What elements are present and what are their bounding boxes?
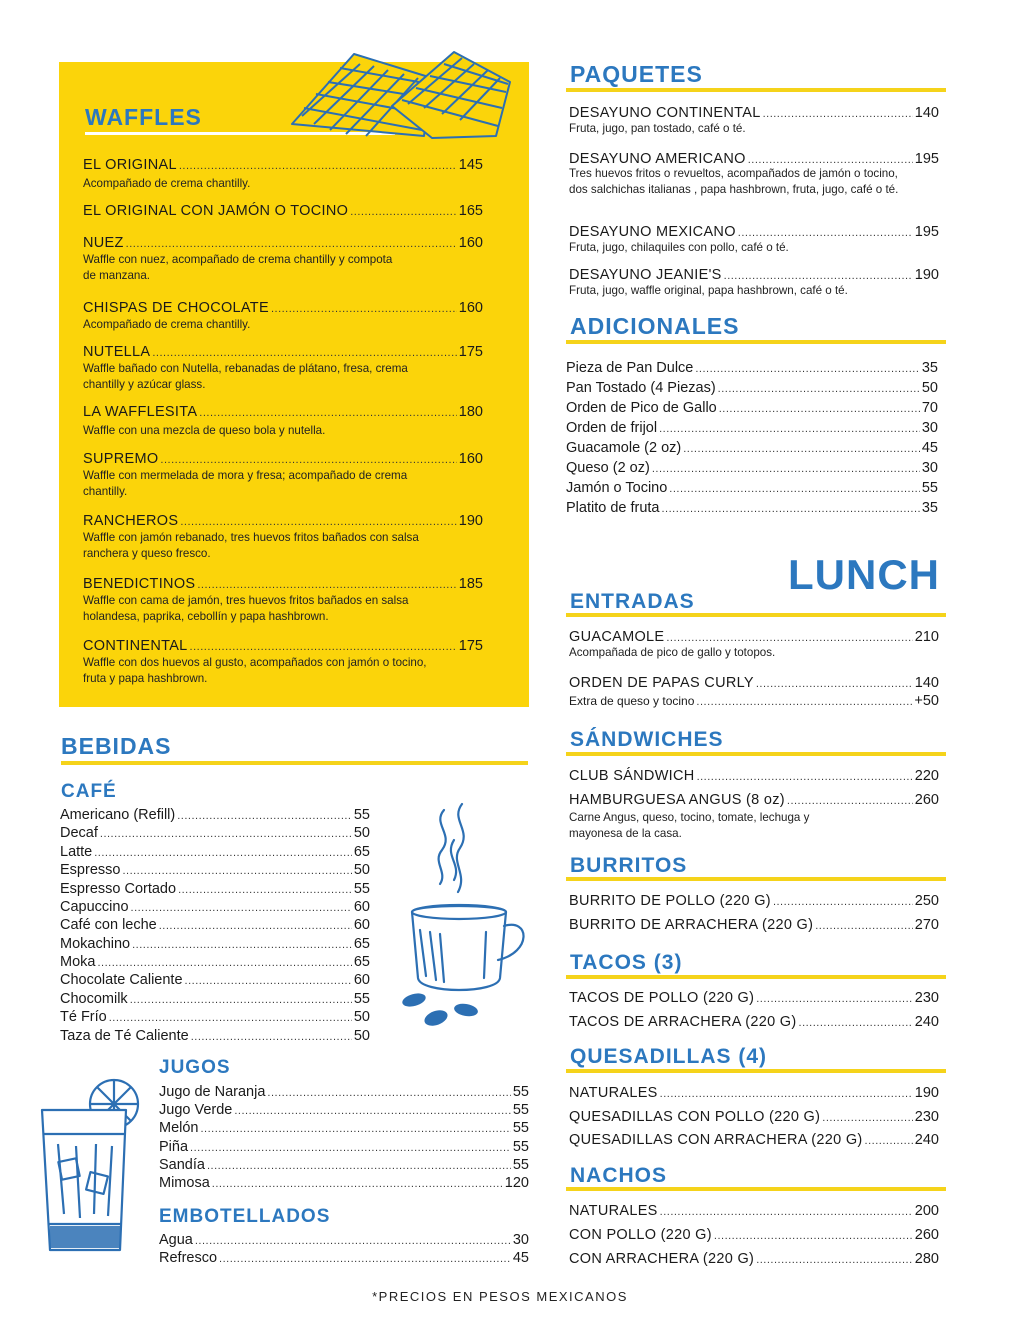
jugo-item: Melón ..... 55: [159, 1119, 529, 1138]
paquete-item: DESAYUNO AMERICANO ..... 195: [569, 150, 939, 169]
burrito-item: BURRITO DE ARRACHERA (220 G) ..... 270: [569, 916, 939, 935]
menu-item-el-original-jamon: EL ORIGINAL CON JAMÓN O TOCINO ..... 165: [83, 202, 483, 221]
adicional-item: Jamón o Tocino ..... 55: [566, 479, 938, 498]
adicional-item: Pieza de Pan Dulce ..... 35: [566, 359, 938, 378]
item-description: Waffle con jamón rebanado, tres huevos fritos bañados con salsa ranchera y queso fresco.: [83, 531, 419, 560]
cafe-item: Espresso ..... 50: [60, 861, 370, 880]
menu-item-rancheros: RANCHEROS ..... 190: [83, 512, 483, 531]
menu-item-la-wafflesita: LA WAFFLESITA ..... 180: [83, 403, 483, 422]
bebidas-divider: [61, 761, 528, 765]
bebidas-title: BEBIDAS: [61, 733, 172, 759]
cafe-item: Taza de Té Caliente ..... 50: [60, 1027, 370, 1046]
item-description: Waffle con cama de jamón, tres huevos fritos bañados en salsa holandesa, paprika, cebollín y papa hashbrown.: [83, 594, 409, 623]
item-description: Acompañado de crema chantilly.: [83, 177, 251, 190]
paquete-item: DESAYUNO JEANIE'S ..... 190: [569, 266, 939, 285]
entradas-title: ENTRADAS: [570, 590, 695, 613]
quesadilla-item: NATURALES ..... 190: [569, 1084, 939, 1103]
cafe-item: Americano (Refill) ..... 55: [60, 806, 370, 825]
cafe-item: Moka ..... 65: [60, 953, 370, 972]
quesadilla-item: QUESADILLAS CON ARRACHERA (220 G) ..... 240: [569, 1131, 939, 1150]
jugo-item: Mimosa ..... 120: [159, 1174, 529, 1193]
paquete-item: DESAYUNO CONTINENTAL ..... 140: [569, 104, 939, 123]
quesadilla-item: QUESADILLAS CON POLLO (220 G) ..... 230: [569, 1108, 939, 1127]
juice-glass-icon: [36, 1074, 146, 1260]
nachos-title: NACHOS: [570, 1164, 668, 1187]
waffles-title: WAFFLES: [85, 104, 202, 130]
paquetes-title: PAQUETES: [570, 61, 703, 87]
item-description: Fruta, jugo, chilaquiles con pollo, café o té.: [569, 241, 789, 254]
menu-item-chispas-chocolate: CHISPAS DE CHOCOLATE ..... 160: [83, 299, 483, 318]
menu-item-continental: CONTINENTAL ..... 175: [83, 637, 483, 656]
item-description: Fruta, jugo, pan tostado, café o té.: [569, 122, 746, 135]
menu-item-supremo: SUPREMO ..... 160: [83, 450, 483, 469]
adicional-item: Queso (2 oz) ..... 30: [566, 459, 938, 478]
sandwiches-title: SÁNDWICHES: [570, 728, 724, 751]
burrito-item: BURRITO DE POLLO (220 G) ..... 250: [569, 892, 939, 911]
quesadillas-divider: [566, 1069, 946, 1073]
item-description: Acompañada de pico de gallo y totopos.: [569, 646, 776, 659]
adicionales-title: ADICIONALES: [570, 313, 740, 339]
cafe-item: Latte ..... 65: [60, 843, 370, 862]
jugo-item: Piña ..... 55: [159, 1138, 529, 1157]
quesadillas-title: QUESADILLAS (4): [570, 1045, 768, 1068]
adicional-item: Guacamole (2 oz) ..... 45: [566, 439, 938, 458]
item-description: Waffle bañado con Nutella, rebanadas de plátano, fresa, crema chantilly y azúcar glass.: [83, 362, 408, 391]
adicional-item: Orden de Pico de Gallo ..... 70: [566, 399, 938, 418]
sandwich-item: HAMBURGUESA ANGUS (8 oz) ..... 260: [569, 791, 939, 810]
item-description: Waffle con mermelada de mora y fresa; acompañado de crema chantilly.: [83, 469, 408, 498]
menu-item-el-original: EL ORIGINAL ..... 145: [83, 156, 483, 175]
jugos-title: JUGOS: [159, 1057, 231, 1078]
adicional-item: Platito de fruta ..... 35: [566, 499, 938, 518]
entrada-item: GUACAMOLE ..... 210: [569, 628, 939, 647]
embotellados-title: EMBOTELLADOS: [159, 1206, 331, 1227]
burritos-divider: [566, 877, 946, 881]
item-description: Fruta, jugo, waffle original, papa hashbrown, café o té.: [569, 284, 848, 297]
item-description: Waffle con nuez, acompañado de crema chantilly y compota de manzana.: [83, 253, 393, 282]
nacho-item: NATURALES ..... 200: [569, 1202, 939, 1221]
item-description: Carne Angus, queso, tocino, tomate, lechuga y mayonesa de la casa.: [569, 811, 810, 840]
cafe-title: CAFÉ: [61, 781, 117, 802]
tacos-title: TACOS (3): [570, 951, 683, 974]
menu-item-nutella: NUTELLA ..... 175: [83, 343, 483, 362]
cafe-item: Capuccino ..... 60: [60, 898, 370, 917]
adicional-item: Orden de frijol ..... 30: [566, 419, 938, 438]
tacos-divider: [566, 975, 946, 979]
cafe-item: Espresso Cortado ..... 55: [60, 880, 370, 899]
item-description: Tres huevos fritos o revueltos, acompañados de jamón o tocino, dos salchichas italianas , papa hashbrown, fruta, jugo, café o té.: [569, 167, 899, 196]
item-description: Acompañado de crema chantilly.: [83, 318, 251, 331]
cafe-item: Té Frío ..... 50: [60, 1008, 370, 1027]
sandwiches-divider: [566, 752, 946, 756]
jugo-item: Jugo de Naranja ..... 55: [159, 1083, 529, 1102]
cafe-item: Mokachino ..... 65: [60, 935, 370, 954]
cafe-item: Chocolate Caliente ..... 60: [60, 971, 370, 990]
item-description: Waffle con una mezcla de queso bola y nutella.: [83, 424, 326, 437]
jugo-item: Jugo Verde ..... 55: [159, 1101, 529, 1120]
nachos-divider: [566, 1187, 946, 1191]
prices-footnote: *PRECIOS EN PESOS MEXICANOS: [372, 1289, 628, 1304]
burritos-title: BURRITOS: [570, 854, 688, 877]
lunch-title: LUNCH: [788, 551, 940, 598]
taco-item: TACOS DE ARRACHERA (220 G) ..... 240: [569, 1013, 939, 1032]
taco-item: TACOS DE POLLO (220 G) ..... 230: [569, 989, 939, 1008]
cafe-item: Chocomilk ..... 55: [60, 990, 370, 1009]
nacho-item: CON ARRACHERA (220 G) ..... 280: [569, 1250, 939, 1269]
waffle-illustration-icon: [284, 44, 514, 142]
paquete-item: DESAYUNO MEXICANO ..... 195: [569, 223, 939, 242]
extra-item: Extra de queso y tocino ..... +50: [569, 692, 939, 711]
embotellado-item: Agua ..... 30: [159, 1231, 529, 1250]
adicional-item: Pan Tostado (4 Piezas) ..... 50: [566, 379, 938, 398]
jugo-item: Sandía ..... 55: [159, 1156, 529, 1175]
coffee-cup-icon: [396, 800, 536, 1040]
adicionales-divider: [566, 340, 946, 344]
entradas-divider: [566, 613, 946, 617]
cafe-item: Decaf ..... 50: [60, 824, 370, 843]
entrada-item: ORDEN DE PAPAS CURLY ..... 140: [569, 674, 939, 693]
nacho-item: CON POLLO (220 G) ..... 260: [569, 1226, 939, 1245]
embotellado-item: Refresco ..... 45: [159, 1249, 529, 1268]
cafe-item: Café con leche ..... 60: [60, 916, 370, 935]
menu-item-benedictinos: BENEDICTINOS ..... 185: [83, 575, 483, 594]
paquetes-divider: [566, 88, 946, 92]
menu-item-nuez: NUEZ ..... 160: [83, 234, 483, 253]
sandwich-item: CLUB SÁNDWICH ..... 220: [569, 767, 939, 786]
item-description: Waffle con dos huevos al gusto, acompañados con jamón o tocino, fruta y papa hashbrown.: [83, 656, 427, 685]
